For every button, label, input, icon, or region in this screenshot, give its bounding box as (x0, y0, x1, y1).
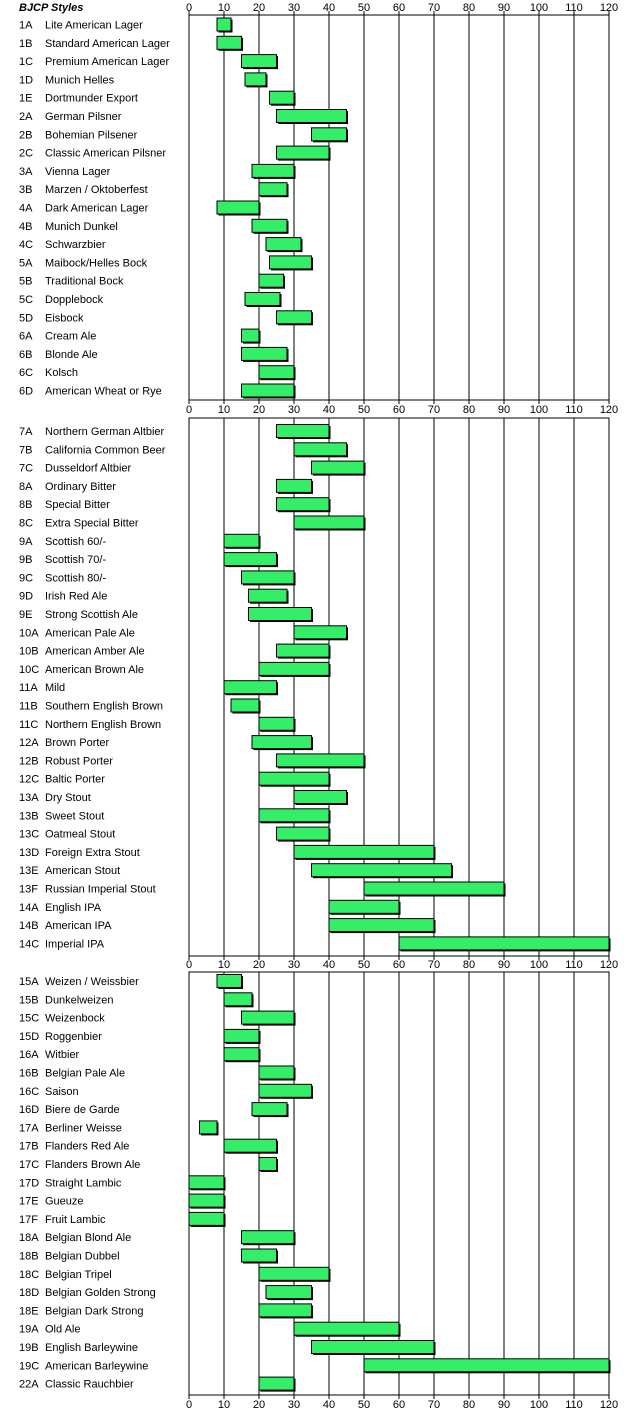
style-name-label: Northern English Brown (45, 718, 162, 731)
style-name-label: Classic Rauchbier (45, 1378, 134, 1391)
style-code-label: 1E (19, 92, 33, 105)
style-code-label: 6B (19, 348, 33, 361)
style-name-label: Munich Helles (45, 74, 115, 87)
chart-panel-3 (19, 972, 618, 1411)
x-tick-label: 100 (529, 959, 549, 971)
style-name-label: Marzen / Oktoberfest (45, 184, 148, 197)
style-name-label: Berliner Weisse (45, 1122, 122, 1135)
x-tick-label: 0 (185, 959, 193, 971)
style-name-label: Belgian Tripel (45, 1268, 112, 1281)
style-name-label: Mild (45, 682, 66, 695)
ibu-range-bar (259, 1084, 312, 1097)
style-name-label: Kolsch (45, 367, 79, 380)
style-name-label: Dopplebock (45, 294, 104, 306)
chart-panels (19, 2, 618, 1411)
ibu-range-bar (329, 919, 434, 932)
ibu-range-bar (217, 201, 259, 214)
ibu-range-bar (259, 1267, 329, 1280)
style-name-label: Dry Stout (45, 792, 91, 804)
ibu-range-bar (242, 384, 295, 397)
x-tick-label: 70 (427, 2, 441, 14)
style-code-label: 12C (19, 773, 40, 786)
style-name-label: Baltic Porter (45, 773, 105, 786)
style-name-label: Vienna Lager (45, 165, 111, 178)
ibu-range-bar (277, 644, 330, 657)
style-code-label: 14C (19, 938, 40, 951)
x-tick-label: 30 (287, 959, 301, 971)
style-name-label: Fruit Lambic (45, 1213, 106, 1226)
style-name-label: Munich Dunkel (45, 220, 118, 233)
x-tick-label: 70 (427, 959, 441, 971)
x-tick-label: 10 (217, 404, 231, 416)
style-name-label: Belgian Dark Strong (45, 1305, 144, 1318)
style-code-label: 11C (19, 718, 39, 731)
ibu-range-bar (277, 146, 330, 159)
style-name-label: Maibock/Helles Bock (45, 257, 148, 270)
ibu-range-bar (189, 1194, 224, 1207)
style-code-label: 13D (19, 846, 40, 859)
style-code-label: 4C (19, 239, 34, 252)
style-code-label: 8B (19, 499, 33, 512)
ibu-range-bar (217, 18, 231, 31)
style-name-label: American Pale Ale (45, 627, 135, 640)
style-name-label: Dusseldorf Altbier (45, 462, 132, 475)
style-code-label: 9A (19, 535, 33, 548)
x-tick-label: 10 (217, 1399, 231, 1411)
ibu-range-bar (189, 1212, 224, 1225)
style-name-label: Brown Porter (45, 737, 110, 750)
x-tick-label: 70 (427, 404, 441, 416)
x-tick-label: 90 (497, 404, 511, 416)
style-name-label: Eisbock (45, 312, 84, 325)
ibu-range-bar (224, 1029, 259, 1042)
ibu-range-bar (259, 662, 329, 675)
style-name-label: Blonde Ale (45, 348, 98, 361)
x-tick-label: 60 (392, 2, 406, 14)
ibu-range-bar (224, 681, 277, 694)
style-code-label: 7C (19, 462, 34, 475)
style-code-label: 18C (19, 1268, 40, 1281)
ibu-range-bar (259, 772, 329, 785)
x-tick-label: 90 (497, 1399, 511, 1411)
style-code-label: 18E (19, 1305, 39, 1318)
style-code-label: 1B (19, 37, 33, 50)
ibu-range-bar (189, 1176, 224, 1189)
ibu-range-bar (242, 329, 260, 342)
style-name-label: Ordinary Bitter (45, 480, 116, 493)
style-name-label: Lite American Lager (45, 19, 143, 32)
style-code-label: 8A (19, 480, 33, 493)
style-name-label: Scottish 80/- (45, 572, 107, 585)
style-name-label: Weizen / Weissbier (45, 976, 139, 988)
x-tick-label: 120 (599, 404, 619, 416)
style-code-label: 16A (19, 1049, 39, 1062)
style-name-label: American Barleywine (45, 1360, 149, 1373)
style-name-label: Belgian Golden Strong (45, 1287, 156, 1300)
x-tick-label: 40 (322, 959, 336, 971)
chart-title: BJCP Styles (19, 2, 84, 14)
ibu-range-bar (259, 183, 287, 196)
style-name-label: Scottish 70/- (45, 554, 107, 567)
ibu-range-bar (259, 717, 294, 730)
style-code-label: 17D (19, 1177, 40, 1190)
chart-panel-2 (19, 418, 618, 971)
style-code-label: 5D (19, 312, 34, 325)
style-code-label: 19C (19, 1360, 40, 1373)
x-tick-label: 50 (357, 1399, 371, 1411)
ibu-range-bar (266, 238, 301, 251)
style-name-label: Oatmeal Stout (45, 828, 116, 841)
style-code-label: 12B (19, 755, 39, 768)
ibu-range-bar (217, 975, 242, 988)
style-code-label: 18D (19, 1287, 40, 1300)
style-code-label: 10C (19, 663, 40, 676)
x-tick-label: 30 (287, 404, 301, 416)
ibu-range-bar (364, 882, 504, 895)
style-code-label: 4B (19, 220, 33, 233)
ibu-range-bar (312, 461, 365, 474)
style-name-label: Irish Red Ale (45, 590, 108, 603)
x-tick-label: 50 (357, 959, 371, 971)
x-tick-label: 30 (287, 2, 301, 14)
style-code-label: 16C (19, 1085, 40, 1098)
style-code-label: 22A (19, 1378, 39, 1391)
style-code-label: 2B (19, 129, 33, 142)
ibu-range-bar (399, 937, 609, 950)
style-name-label: Straight Lambic (45, 1177, 122, 1190)
x-tick-label: 80 (462, 2, 476, 14)
x-tick-label: 60 (392, 404, 406, 416)
style-code-label: 12A (19, 737, 39, 750)
style-code-label: 18A (19, 1232, 39, 1245)
style-name-label: Belgian Dubbel (45, 1250, 120, 1263)
x-tick-label: 90 (497, 2, 511, 14)
style-name-label: Traditional Bock (45, 275, 124, 288)
ibu-range-bar (277, 827, 330, 840)
x-tick-label: 110 (565, 1399, 583, 1411)
style-code-label: 8C (19, 517, 34, 530)
style-code-label: 1A (19, 19, 33, 32)
style-code-label: 3B (19, 184, 33, 197)
x-tick-label: 0 (185, 1399, 193, 1411)
ibu-range-bar (242, 55, 277, 68)
ibu-range-bar (231, 699, 259, 712)
x-tick-label: 50 (357, 2, 371, 14)
x-tick-label: 100 (529, 1399, 549, 1411)
ibu-range-bar (294, 516, 364, 529)
style-code-label: 9D (19, 590, 34, 603)
style-code-label: 13B (19, 810, 39, 823)
ibu-range-bar (312, 1341, 435, 1354)
x-tick-label: 90 (497, 959, 511, 971)
style-name-label: Flanders Red Ale (45, 1140, 130, 1153)
style-name-label: Southern English Brown (45, 700, 164, 713)
style-name-label: Special Bitter (45, 499, 110, 512)
x-tick-label: 80 (462, 959, 476, 971)
ibu-range-bar (224, 534, 259, 547)
style-code-label: 19A (19, 1323, 39, 1336)
x-tick-label: 110 (565, 404, 583, 416)
x-tick-label: 120 (599, 1399, 619, 1411)
ibu-range-bar (270, 256, 312, 269)
ibu-range-bar (242, 1231, 295, 1244)
style-name-label: Flanders Brown Ale (45, 1159, 141, 1171)
ibu-range-bar (252, 736, 312, 749)
style-name-label: Sweet Stout (45, 810, 105, 823)
style-name-label: Gueuze (45, 1195, 84, 1208)
ibu-range-bar (252, 219, 287, 232)
style-code-label: 14A (19, 901, 39, 914)
style-name-label: Cream Ale (45, 330, 97, 343)
style-name-label: California Common Beer (45, 444, 166, 457)
ibu-range-bar (277, 311, 312, 324)
style-code-label: 10A (19, 627, 39, 640)
style-name-label: American Brown Ale (45, 663, 145, 676)
style-code-label: 17F (19, 1213, 38, 1226)
style-code-label: 7B (19, 444, 33, 457)
x-tick-label: 20 (252, 959, 266, 971)
style-code-label: 13A (19, 792, 39, 804)
style-code-label: 5B (19, 275, 33, 288)
ibu-range-bar (277, 110, 347, 123)
style-code-label: 11A (19, 682, 38, 695)
x-tick-label: 120 (599, 959, 619, 971)
x-tick-label: 110 (565, 2, 583, 14)
style-name-label: American Wheat or Rye (45, 385, 162, 398)
ibu-range-bar (249, 589, 288, 602)
style-code-label: 3A (19, 165, 33, 178)
style-name-label: Robust Porter (45, 755, 113, 768)
style-name-label: Northern German Altbier (45, 426, 165, 438)
ibu-range-bar (270, 91, 295, 104)
ibu-range-bar (277, 754, 365, 767)
style-name-label: German Pilsner (45, 111, 122, 123)
style-name-label: Dunkelweizen (45, 994, 114, 1007)
style-code-label: 15D (19, 1030, 40, 1043)
style-name-label: Dark American Lager (45, 202, 149, 215)
style-name-label: Strong Scottish Ale (45, 609, 138, 621)
ibu-range-bar (259, 274, 284, 287)
style-code-label: 9E (19, 609, 33, 621)
ibu-range-bar (242, 1011, 295, 1024)
ibu-range-bar (224, 553, 277, 566)
style-code-label: 2A (19, 111, 33, 123)
style-code-label: 11B (19, 700, 38, 713)
style-code-label: 5C (19, 294, 34, 306)
ibu-range-bar (294, 845, 434, 858)
style-name-label: English Barleywine (45, 1342, 138, 1354)
chart-panel-1 (19, 2, 618, 416)
style-name-label: Witbier (45, 1049, 80, 1062)
style-code-label: 18B (19, 1250, 39, 1263)
ibu-range-bar (224, 993, 252, 1006)
x-tick-label: 10 (217, 2, 231, 14)
x-tick-label: 20 (252, 2, 266, 14)
style-code-label: 15A (19, 976, 39, 988)
style-code-label: 17B (19, 1140, 39, 1153)
ibu-range-bar (259, 366, 294, 379)
style-name-label: Weizenbock (45, 1012, 105, 1025)
style-code-label: 4A (19, 202, 33, 215)
style-name-label: Imperial IPA (45, 938, 105, 951)
ibu-range-bar (294, 443, 347, 456)
style-name-label: American Amber Ale (45, 645, 145, 658)
style-name-label: Foreign Extra Stout (45, 846, 140, 859)
style-name-label: Schwarzbier (45, 239, 106, 252)
x-tick-label: 40 (322, 1399, 336, 1411)
style-name-label: Belgian Pale Ale (45, 1067, 126, 1080)
ibu-range-bar (329, 900, 399, 913)
style-name-label: English IPA (45, 901, 102, 914)
ibu-range-bar (294, 1322, 399, 1335)
style-code-label: 6D (19, 385, 34, 398)
style-code-label: 6C (19, 367, 34, 380)
style-code-label: 10B (19, 645, 39, 658)
x-tick-label: 60 (392, 959, 406, 971)
ibu-range-bar (259, 809, 329, 822)
style-name-label: Classic American Pilsner (45, 147, 167, 160)
ibu-range-bar (294, 626, 347, 639)
style-code-label: 13C (19, 828, 40, 841)
style-code-label: 15C (19, 1012, 40, 1025)
style-code-label: 9C (19, 572, 34, 585)
style-code-label: 14B (19, 920, 39, 933)
style-name-label: Dortmunder Export (45, 92, 138, 105)
style-code-label: 1C (19, 56, 34, 69)
ibu-range-bar (242, 347, 288, 360)
ibu-range-bar (224, 1139, 277, 1152)
x-tick-label: 100 (529, 404, 549, 416)
style-name-label: Standard American Lager (45, 37, 170, 50)
style-code-label: 16D (19, 1104, 40, 1117)
style-code-label: 13F (19, 883, 38, 896)
ibu-range-bar (259, 1377, 294, 1390)
style-code-label: 9B (19, 554, 33, 567)
style-code-label: 2C (19, 147, 34, 160)
style-code-label: 17E (19, 1195, 39, 1208)
x-tick-label: 0 (185, 2, 193, 14)
ibu-range-bar (312, 864, 452, 877)
ibu-range-bar (252, 1103, 287, 1116)
x-tick-label: 110 (565, 959, 583, 971)
style-name-label: Premium American Lager (45, 56, 170, 69)
x-tick-label: 80 (462, 1399, 476, 1411)
ibu-range-bar (294, 791, 347, 804)
style-name-label: Biere de Garde (45, 1104, 120, 1117)
style-code-label: 15B (19, 994, 39, 1007)
style-name-label: Roggenbier (45, 1030, 102, 1043)
style-name-label: Scottish 60/- (45, 535, 107, 548)
ibu-range-bar (242, 571, 295, 584)
ibu-range-bar (277, 479, 312, 492)
ibu-range-bar (312, 128, 347, 141)
ibu-range-bar (242, 1249, 277, 1262)
style-code-label: 6A (19, 330, 33, 343)
style-name-label: Belgian Blond Ale (45, 1232, 132, 1245)
x-tick-label: 120 (599, 2, 619, 14)
ibu-range-bar (224, 1048, 259, 1061)
ibu-range-bar (266, 1286, 312, 1299)
ibu-range-bar (200, 1121, 218, 1134)
style-name-label: Old Ale (45, 1323, 81, 1336)
ibu-range-bar (364, 1359, 609, 1372)
x-tick-label: 20 (252, 1399, 266, 1411)
style-code-label: 17C (19, 1159, 40, 1171)
ibu-range-bar (259, 1304, 312, 1317)
style-code-label: 5A (19, 257, 33, 270)
ibu-range-bar (259, 1066, 294, 1079)
ibu-range-bar (245, 73, 266, 86)
style-name-label: Russian Imperial Stout (45, 883, 156, 896)
ibu-range-bar (252, 164, 294, 177)
ibu-range-bar (217, 36, 242, 49)
x-tick-label: 10 (217, 959, 231, 971)
style-name-label: Bohemian Pilsener (45, 129, 138, 142)
style-code-label: 1D (19, 74, 34, 87)
style-code-label: 19B (19, 1342, 39, 1354)
x-tick-label: 20 (252, 404, 266, 416)
style-name-label: Saison (45, 1085, 79, 1098)
x-tick-label: 30 (287, 1399, 301, 1411)
x-tick-label: 40 (322, 2, 336, 14)
x-tick-label: 50 (357, 404, 371, 416)
x-tick-label: 80 (462, 404, 476, 416)
ibu-range-bar (249, 608, 312, 621)
x-tick-label: 40 (322, 404, 336, 416)
x-tick-label: 70 (427, 1399, 441, 1411)
style-name-label: Extra Special Bitter (45, 517, 139, 530)
style-name-label: American IPA (45, 920, 112, 933)
ibu-range-bar (277, 498, 330, 511)
ibu-range-bar (277, 425, 330, 438)
ibu-range-bar (259, 1158, 277, 1171)
ibu-range-bar (245, 293, 280, 306)
style-code-label: 17A (19, 1122, 39, 1135)
x-tick-label: 0 (185, 404, 193, 416)
style-code-label: 13E (19, 865, 39, 878)
x-tick-label: 100 (529, 2, 549, 14)
style-name-label: American Stout (45, 865, 121, 878)
x-tick-label: 60 (392, 1399, 406, 1411)
style-code-label: 16B (19, 1067, 39, 1080)
style-code-label: 7A (19, 426, 33, 438)
